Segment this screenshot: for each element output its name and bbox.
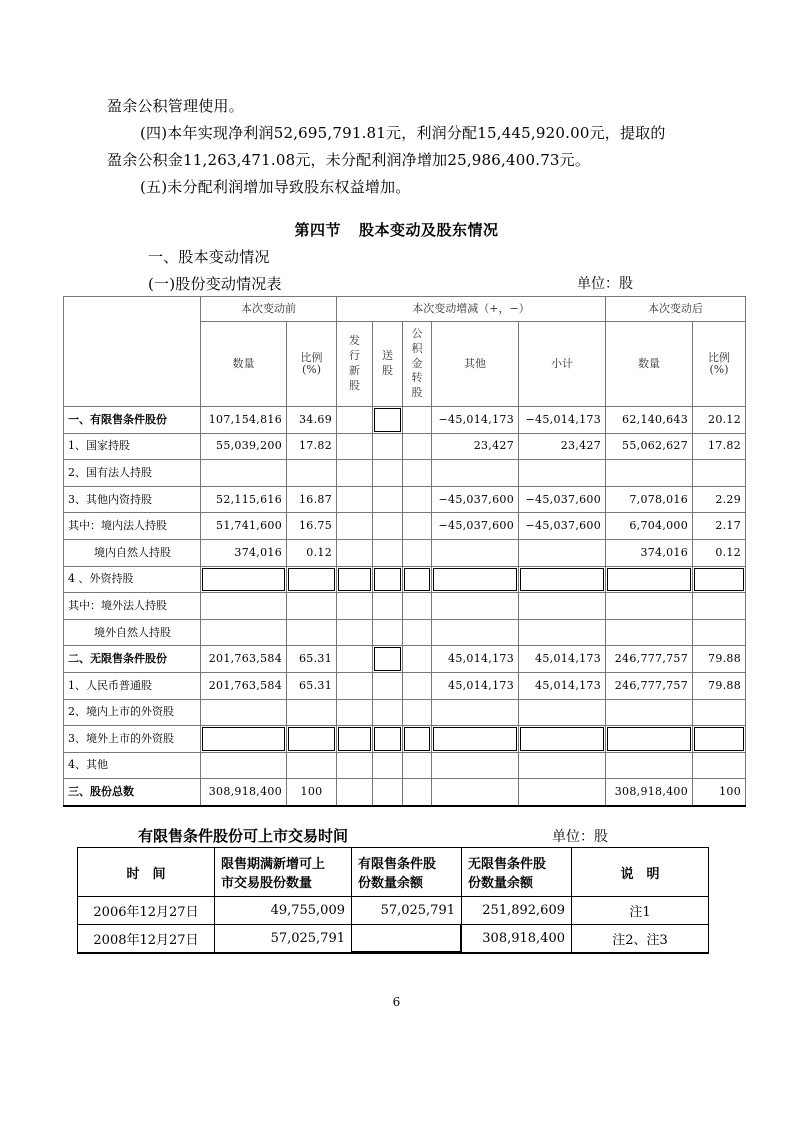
ratio-after — [693, 752, 746, 779]
subtotal-change — [519, 779, 606, 806]
note-cell: 注1 — [572, 897, 709, 925]
ratio-after — [693, 593, 746, 620]
other-change — [432, 593, 519, 620]
section-title — [0, 219, 793, 240]
issue-cell — [337, 619, 373, 646]
reserve-cell — [403, 752, 432, 779]
issue-cell — [337, 433, 373, 460]
unit-label: 单位：股 — [577, 276, 633, 292]
other-change — [432, 619, 519, 646]
issue-cell — [337, 460, 373, 487]
reserve-cell — [403, 619, 432, 646]
other-change — [432, 752, 519, 779]
row-label: 2、国有法人持股 — [64, 460, 201, 487]
table-row — [64, 486, 746, 513]
table-row — [64, 460, 746, 487]
table-title: (一)股份变动情况表 — [148, 275, 282, 293]
issue-cell — [337, 646, 373, 673]
qty-after: 6,704,000 — [606, 513, 693, 540]
qty-after: 308,918,400 — [606, 779, 693, 806]
subtotal-change — [519, 752, 606, 779]
ratio-after: 79.88 — [693, 646, 746, 673]
qty-after: 7,078,016 — [606, 486, 693, 513]
other-change — [432, 539, 519, 566]
section-number: 第四节 — [294, 221, 341, 239]
issue-cell — [337, 513, 373, 540]
qty-after: 55,062,627 — [606, 433, 693, 460]
bonus-cell — [373, 672, 403, 699]
reserve-cell — [403, 486, 432, 513]
bonus-cell — [373, 699, 403, 726]
table-row — [64, 407, 746, 434]
table-row — [64, 619, 746, 646]
ratio-before: 65.31 — [287, 646, 337, 673]
subsection-heading: 一、股本变动情况 — [148, 248, 270, 266]
issue-cell — [337, 593, 373, 620]
qty-after: 62,140,643 — [606, 407, 693, 434]
header-time: 时 间 — [78, 848, 215, 897]
ratio-after: 2.17 — [693, 513, 746, 540]
ratio-before: 16.87 — [287, 486, 337, 513]
header-qty-before: 数量 — [201, 322, 287, 407]
other-change — [432, 460, 519, 487]
lockup-schedule-table — [77, 847, 709, 954]
other-change: −45,037,600 — [432, 513, 519, 540]
reserve-cell — [403, 407, 432, 434]
other-change: −45,014,173 — [432, 407, 519, 434]
lock-table-title: 有限售条件股份可上市交易时间 — [138, 827, 349, 845]
subtotal-change: −45,014,173 — [519, 407, 606, 434]
ratio-before: 17.82 — [287, 433, 337, 460]
table-row — [64, 566, 746, 593]
bonus-cell — [373, 460, 403, 487]
qty-before: 107,154,816 — [201, 407, 287, 434]
row-label: 一、有限售条件股份 — [64, 407, 201, 434]
reserve-cell — [403, 513, 432, 540]
header-bonus: 送 股 — [373, 322, 403, 407]
subtotal-change — [519, 699, 606, 726]
qty-after — [606, 699, 693, 726]
other-change — [432, 779, 519, 806]
ratio-after: 79.88 — [693, 672, 746, 699]
ratio-after: 100 — [693, 779, 746, 806]
table-row — [64, 593, 746, 620]
header-after: 本次变动后 — [606, 297, 746, 322]
bonus-cell — [373, 752, 403, 779]
row-label: 2、境内上市的外资股 — [64, 699, 201, 726]
header-qty-after: 数量 — [606, 322, 693, 407]
bonus-cell — [373, 726, 403, 753]
issue-cell — [337, 779, 373, 806]
ratio-after — [693, 726, 746, 753]
reserve-cell — [403, 593, 432, 620]
ratio-before: 100 — [287, 779, 337, 806]
header-reserve-transfer: 公 积 金 转 股 — [403, 322, 432, 407]
bonus-cell — [373, 619, 403, 646]
table-row — [64, 752, 746, 779]
qty-after: 246,777,757 — [606, 646, 693, 673]
ratio-after: 2.29 — [693, 486, 746, 513]
unrestricted-cell: 251,892,609 — [462, 897, 572, 925]
section-heading: 股本变动及股东情况 — [359, 221, 499, 239]
issue-cell — [337, 407, 373, 434]
row-label: 三、股份总数 — [64, 779, 201, 806]
table-row — [78, 925, 709, 954]
reserve-cell — [403, 699, 432, 726]
table-row — [64, 433, 746, 460]
row-label: 其中：境内法人持股 — [64, 513, 201, 540]
ratio-before — [287, 726, 337, 753]
ratio-before — [287, 566, 337, 593]
subtotal-change: 45,014,173 — [519, 672, 606, 699]
bonus-cell — [373, 407, 403, 434]
new-tradable-cell: 49,755,009 — [215, 897, 352, 925]
qty-before: 51,741,600 — [201, 513, 287, 540]
other-change: 45,014,173 — [432, 672, 519, 699]
row-label: 1、人民币普通股 — [64, 672, 201, 699]
row-label: 4、其他 — [64, 752, 201, 779]
share-change-table — [63, 296, 746, 807]
ratio-after — [693, 460, 746, 487]
row-label: 其中：境外法人持股 — [64, 593, 201, 620]
paragraph-net-profit-cont: 盈余公积金11,263,471.08元，未分配利润净增加25,986,400.73元。 — [107, 151, 591, 169]
subtotal-change — [519, 460, 606, 487]
reserve-cell — [403, 672, 432, 699]
other-change: 45,014,173 — [432, 646, 519, 673]
ratio-after: 0.12 — [693, 539, 746, 566]
paragraph-surplus-reserve: 盈余公积管理使用。 — [107, 97, 244, 115]
qty-before — [201, 699, 287, 726]
qty-after — [606, 593, 693, 620]
row-label: 3、境外上市的外资股 — [64, 726, 201, 753]
subtotal-change: 23,427 — [519, 433, 606, 460]
qty-before — [201, 726, 287, 753]
header-ratio-before: 比例 (%) — [287, 322, 337, 407]
qty-before — [201, 593, 287, 620]
bonus-cell — [373, 433, 403, 460]
subtotal-change — [519, 593, 606, 620]
ratio-after: 20.12 — [693, 407, 746, 434]
bonus-cell — [373, 566, 403, 593]
header-unrestricted-balance: 无限售条件股 份数量余额 — [462, 848, 572, 897]
row-label: 境外自然人持股 — [64, 619, 201, 646]
qty-before — [201, 752, 287, 779]
time-cell: 2008年12月27日 — [78, 925, 215, 954]
restricted-cell: 57,025,791 — [352, 897, 462, 925]
header-restricted-balance: 有限售条件股 份数量余额 — [352, 848, 462, 897]
qty-after — [606, 566, 693, 593]
issue-cell — [337, 486, 373, 513]
bonus-cell — [373, 486, 403, 513]
table-row — [64, 646, 746, 673]
qty-after — [606, 619, 693, 646]
page-number: 6 — [392, 995, 401, 1009]
restricted-cell — [352, 925, 462, 954]
row-label: 3、其他内资持股 — [64, 486, 201, 513]
header-before: 本次变动前 — [201, 297, 337, 322]
ratio-before: 0.12 — [287, 539, 337, 566]
header-other: 其他 — [432, 322, 519, 407]
reserve-cell — [403, 433, 432, 460]
other-change — [432, 726, 519, 753]
header-ratio-after: 比例 (%) — [693, 322, 746, 407]
ratio-before — [287, 752, 337, 779]
row-label: 1、国家持股 — [64, 433, 201, 460]
table-row — [64, 539, 746, 566]
issue-cell — [337, 699, 373, 726]
row-label: 4 、外资持股 — [64, 566, 201, 593]
qty-before: 308,918,400 — [201, 779, 287, 806]
reserve-cell — [403, 726, 432, 753]
table-row — [64, 699, 746, 726]
bonus-cell — [373, 593, 403, 620]
ratio-before: 65.31 — [287, 672, 337, 699]
qty-after — [606, 752, 693, 779]
ratio-before — [287, 460, 337, 487]
table-row — [64, 726, 746, 753]
qty-before — [201, 619, 287, 646]
ratio-before: 16.75 — [287, 513, 337, 540]
qty-before: 374,016 — [201, 539, 287, 566]
header-change: 本次变动增减（+，−） — [337, 297, 606, 322]
paragraph-net-profit: (四)本年实现净利润52,695,791.81元，利润分配15,445,920.00元，提取的 — [140, 124, 666, 142]
ratio-after — [693, 699, 746, 726]
time-cell: 2006年12月27日 — [78, 897, 215, 925]
issue-cell — [337, 726, 373, 753]
issue-cell — [337, 566, 373, 593]
reserve-cell — [403, 566, 432, 593]
paragraph-equity-increase: (五)未分配利润增加导致股东权益增加。 — [140, 178, 411, 196]
qty-after — [606, 460, 693, 487]
table-row — [64, 672, 746, 699]
table-row — [78, 897, 709, 925]
other-change: 23,427 — [432, 433, 519, 460]
subtotal-change: −45,037,600 — [519, 486, 606, 513]
ratio-before — [287, 593, 337, 620]
row-label: 境内自然人持股 — [64, 539, 201, 566]
header-issue-new: 发 行 新 股 — [337, 322, 373, 407]
reserve-cell — [403, 539, 432, 566]
qty-before: 52,115,616 — [201, 486, 287, 513]
ratio-after — [693, 619, 746, 646]
qty-before: 55,039,200 — [201, 433, 287, 460]
subtotal-change — [519, 619, 606, 646]
unrestricted-cell: 308,918,400 — [462, 925, 572, 954]
table-row — [64, 513, 746, 540]
qty-after: 246,777,757 — [606, 672, 693, 699]
other-change — [432, 566, 519, 593]
bonus-cell — [373, 513, 403, 540]
subtotal-change — [519, 726, 606, 753]
qty-before: 201,763,584 — [201, 646, 287, 673]
qty-before — [201, 460, 287, 487]
qty-before — [201, 566, 287, 593]
qty-after: 374,016 — [606, 539, 693, 566]
note-cell: 注2、注3 — [572, 925, 709, 954]
other-change — [432, 699, 519, 726]
ratio-before — [287, 619, 337, 646]
ratio-after: 17.82 — [693, 433, 746, 460]
header-new-tradable: 限售期满新增可上 市交易股份数量 — [215, 848, 352, 897]
reserve-cell — [403, 460, 432, 487]
header-corner — [64, 297, 201, 407]
subtotal-change: 45,014,173 — [519, 646, 606, 673]
new-tradable-cell: 57,025,791 — [215, 925, 352, 954]
row-label: 二、无限售条件股份 — [64, 646, 201, 673]
bonus-cell — [373, 539, 403, 566]
ratio-before: 34.69 — [287, 407, 337, 434]
bonus-cell — [373, 646, 403, 673]
table-row — [64, 779, 746, 806]
qty-before: 201,763,584 — [201, 672, 287, 699]
header-note: 说 明 — [572, 848, 709, 897]
other-change: −45,037,600 — [432, 486, 519, 513]
lock-table-unit: 单位：股 — [552, 829, 608, 845]
subtotal-change — [519, 539, 606, 566]
ratio-after — [693, 566, 746, 593]
issue-cell — [337, 539, 373, 566]
reserve-cell — [403, 646, 432, 673]
ratio-before — [287, 699, 337, 726]
issue-cell — [337, 752, 373, 779]
header-subtotal: 小计 — [519, 322, 606, 407]
qty-after — [606, 726, 693, 753]
bonus-cell — [373, 779, 403, 806]
subtotal-change: −45,037,600 — [519, 513, 606, 540]
subtotal-change — [519, 566, 606, 593]
issue-cell — [337, 672, 373, 699]
reserve-cell — [403, 779, 432, 806]
